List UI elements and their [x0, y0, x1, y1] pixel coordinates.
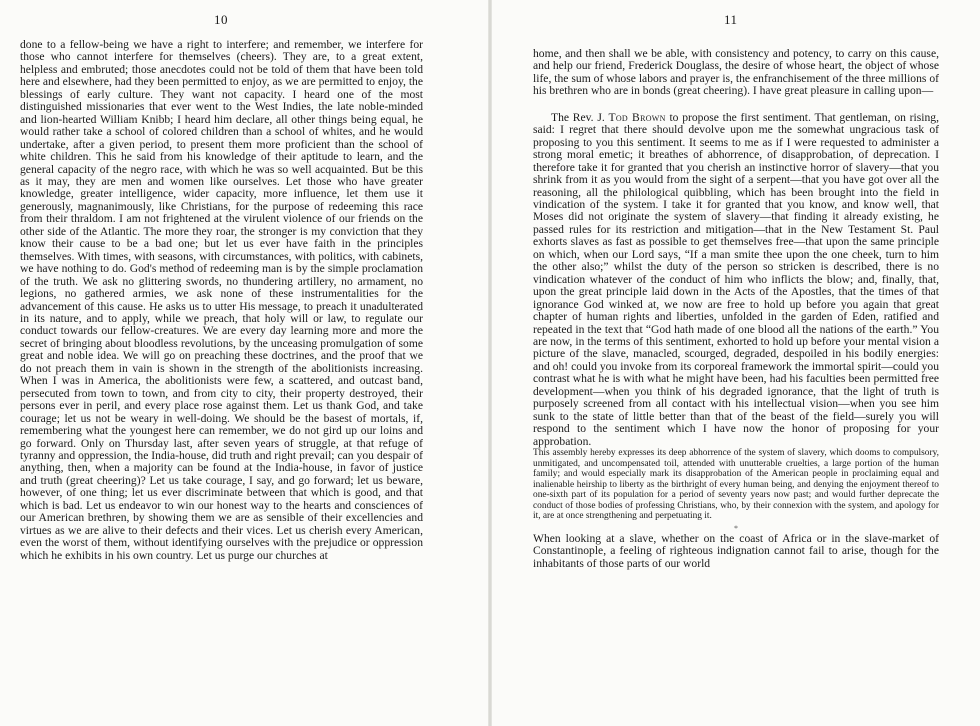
- opening-paragraph: home, and then shall we be able, with consistency and potency, to carry on this cause, and help our friend, Frederick Douglass, the desire of whose heart, the object of whose life, the sum of whose labors and prayer is, the enfranchisement of the three millions of his brethren who are in bonds (great cheering). I have great pleasure in calling upon—: [533, 47, 939, 98]
- page-number: 11: [724, 12, 738, 27]
- speech-body: to propose the first sentiment. That gentleman, on rising, said: I regret that there should devolve upon me the somewhat ungracious task of proposing to you this sentiment. It seems to me as if I were requested to administer a strong moral emetic; it breathes of abhorrence, of disapprobation, of deprecation. I therefore take it for granted that you cherish an instinctive horror of slavery—that you shrink from it as you would from the sight of a serpent—that you have got over all the reasoning, all the philological quibbling, which has been brought into the field in vindication of the system. I take it for granted that you know, and know well, that Moses did not originate the system of slavery—that finding it already existing, he passed rules for its restriction and mitigation—that in the New Testament St. Paul exhorts slaves as fast as possible to get themselves free—that upon the same principle on which, when our Lord says, “If a man smite thee upon the one cheek, turn to him the other also;” whilst the duty of the person so stricken is described, there is no vindication whatever of the conduct of him who inflicts the blow; and, finally, that, upon the great principle laid down in the Acts of the Apostles, that the times of that ignorance God winked at, we now are free to hold up before you again that great chapter of human rights and liberties, unfolded in the garden of Eden, ratified and repeated in the text that “God hath made of one blood all the nations of the earth.” You are now, in the terms of this sentiment, exhorted to hold up before your mental vision a picture of the slave, manacled, scourged, degraded, despoiled in his bodily energies: and oh! could you invoke from its corporeal framework the immortal spirit—could you contrast what he is with what he might have been, had his faculties been permitted free development—when you think of his degraded ignorance, that the light of truth is purposely screened from all contact with his intellectual vision—when you see him sunk to the state of little better than that of the beast of the field—surely you will respond to the sentiment which I have now the honor of proposing for your approbation.: [533, 110, 939, 448]
- left-page-body: [20, 39, 423, 562]
- body-paragraph: done to a fellow-being we have a right to interfere; and remember, we interfere for those who cannot interfere for themselves (cheers). They are, to a great extent, helpless and embruted; those anecdotes could not be told of them that have been told here and elsewhere, had they been permitted to enjoy, as we are permitted to enjoy, the blessings of early culture. They want not capacity. I heard one of the most distinguished missionaries that ever went to the West Indies, the late noble-minded and lion-hearted William Knibb; I heard him declare, all other things being equal, he would rather take a school of colored children than a school of whites, and he would undertake, after a given period, to present them more proficient than the school of white children. This he said from his knowledge of their aptitude to learn, and the general capacity of the negro race, with which he was so well acquainted. But be this as it may, they are men and women like ourselves. Let those who have greater knowledge, greater intelligence, wider capacity, more influence, let them use it generously, magnanimously, like Christians, for the purpose of redeeming this race from their thraldom. I am not frightened at the virulent violence of our friends on the other side of the Atlantic. The more they roar, the stronger is my conviction that they know their cause to be a bad one; but let us ever have faith in the principles themselves. With times, with seasons, with circumstances, with politics, with cabinets, we have nothing to do. God's method of redeeming man is by the simple proclamation of the truth. We ask no glittering swords, no thundering artillery, no armament, no legions, no gathered armies, we ask none of these instrumentalities for the advancement of this cause. He asks us to utter His message, to preach it unadulterated in its nature, and to apply, while we preach, that holy will or law, to regulate our conduct towards our fellow-creatures. We are every day learning more and more the secret of bringing about bloodless revolutions, by the unceasing promulgation of some great and noble idea. We will go on preaching these doctrines, and the proof that we do not preach them in vain is shown in the strength of the abolitionists increasing. When I was in America, the abolitionists were few, a scattered, and outcast band, persecuted from town to town, and from city to city, their property destroyed, their persons ever in peril, and every place rose against them. Let us thank God, and take courage; let us not be weary in well-doing. We should be the basest of mortals, if, remembering what the youngest here can remember, we do not gird up our loins and go forward. Only on Thursday last, after seven years of struggle, at that refuge of tyranny and oppression, the India-house, did truth and right prevail; can you despair of anything, then, when a majority can be found at the India-house, in favor of justice and truth (great cheering)? Let us take courage, I say, and go forward; let us beware, however, of one thing; let us ever discriminate between that which is good, and that which is bad. Let us endeavor to win our honest way to the hearts and consciences of our American brethren, by showing them we are as sensible of their excellencies and virtues as we are alive to their defects and their vices. Let us cherish every American, even the worst of them, without identifying ourselves with the prejudice or oppression which he exhibits in his own country. Let us purge our churches at: [20, 38, 423, 562]
- sentiment-resolution: This assembly hereby expresses its deep abhorrence of the system of slavery, which dooms to compulsory, unmitigated, and uncompensated toil, attended with unutterable cruelties, a large portion of the human family; and would especially mark its disapprobation of the American people in proclaiming equal and inalienable heirship to liberty as the birthright of every human being, and denying the enjoyment thereof to one-sixth part of its population for a period of seventy years now past; and would further deprecate the conduct of those bodies of professing Christians, who, by their connexion with the system, and apology for it, are at once strengthening and perpetuating it.: [533, 448, 939, 522]
- speech-lead: The Rev. J.: [551, 110, 609, 124]
- closing-paragraph: When looking at a slave, whether on the coast of Africa or in the slave-market of Constantinople, a feeling of righteous indignation cannot fail to arise, though for the inhabitants of those parts of our world: [533, 531, 939, 570]
- section-divider: *: [734, 523, 738, 533]
- left-page: [0, 0, 488, 726]
- speech-paragraph: [533, 112, 939, 448]
- speaker-name: Tod Brown: [608, 110, 666, 124]
- right-page: [492, 0, 980, 726]
- page-number: 10: [214, 12, 228, 27]
- right-page-body: [533, 48, 939, 570]
